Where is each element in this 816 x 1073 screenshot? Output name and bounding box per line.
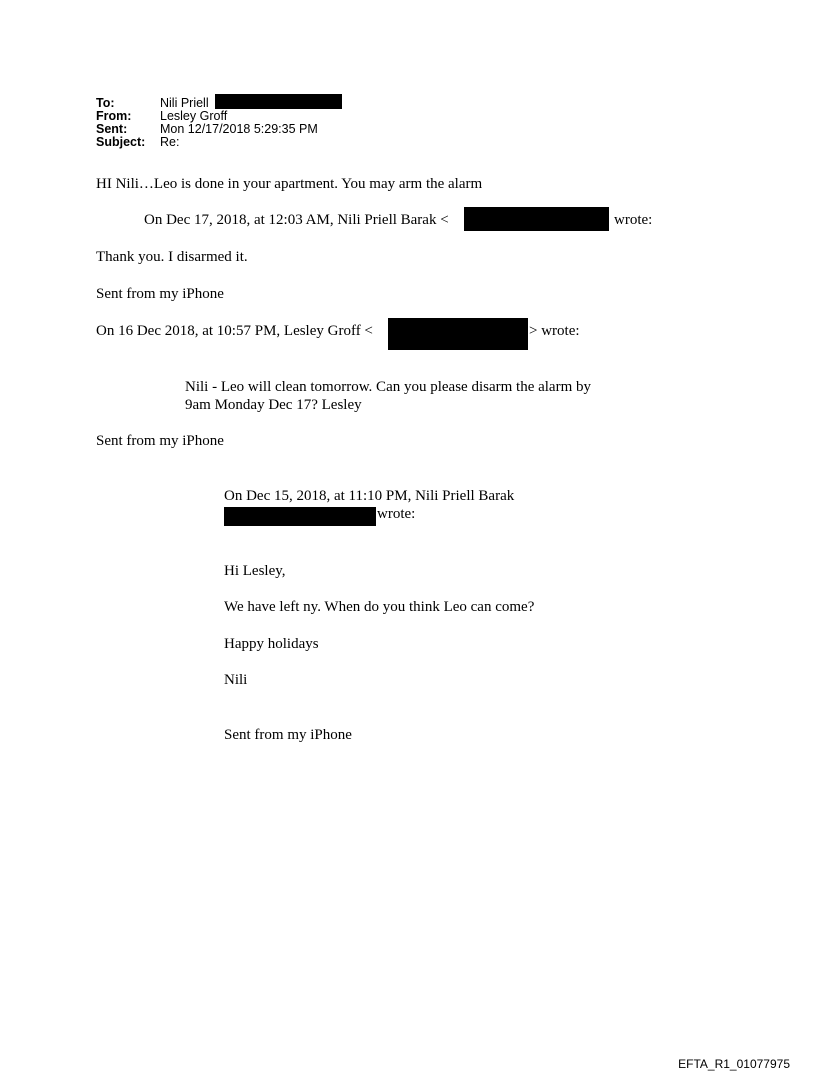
quote-header-2-suffix: > wrote: — [529, 323, 580, 339]
greeting: Hi Lesley, — [224, 563, 286, 579]
from-value: Lesley Groff — [160, 109, 228, 123]
signature: Sent from my iPhone — [96, 433, 224, 449]
signature: Sent from my iPhone — [224, 727, 352, 743]
sender-name: Nili — [224, 672, 248, 688]
message-text: Nili - Leo will clean tomorrow. Can you please disarm the alarm by — [185, 379, 591, 395]
to-value: Nili Priell — [160, 96, 209, 110]
quote-header-1-suffix: wrote: — [614, 212, 653, 228]
sent-label: Sent: — [96, 122, 128, 136]
document-id: EFTA_R1_01077975 — [678, 1057, 790, 1071]
quote-header-3-suffix: wrote: — [377, 506, 416, 522]
message-text: 9am Monday Dec 17? Lesley — [185, 397, 362, 413]
subject-value: Re: — [160, 135, 180, 149]
signature: Sent from my iPhone — [96, 286, 224, 302]
quote-header-3: On Dec 15, 2018, at 11:10 PM, Nili Priell Barak — [224, 488, 515, 504]
reply-text: HI Nili…Leo is done in your apartment. You may arm the alarm — [96, 176, 483, 192]
quote-header-2: On 16 Dec 2018, at 10:57 PM, Lesley Groff < — [96, 323, 373, 339]
redaction-box — [464, 207, 609, 231]
to-label: To: — [96, 96, 115, 110]
redaction-box — [215, 94, 342, 109]
quote-header-1: On Dec 17, 2018, at 12:03 AM, Nili Priell Barak < — [144, 212, 449, 228]
from-label: From: — [96, 109, 132, 123]
message-text: Happy holidays — [224, 636, 319, 652]
message-text: We have left ny. When do you think Leo can come? — [224, 599, 535, 615]
sent-value: Mon 12/17/2018 5:29:35 PM — [160, 122, 318, 136]
subject-label: Subject: — [96, 135, 146, 149]
redaction-box — [388, 318, 528, 350]
message-text: Thank you. I disarmed it. — [96, 249, 248, 265]
redaction-box — [224, 507, 376, 526]
